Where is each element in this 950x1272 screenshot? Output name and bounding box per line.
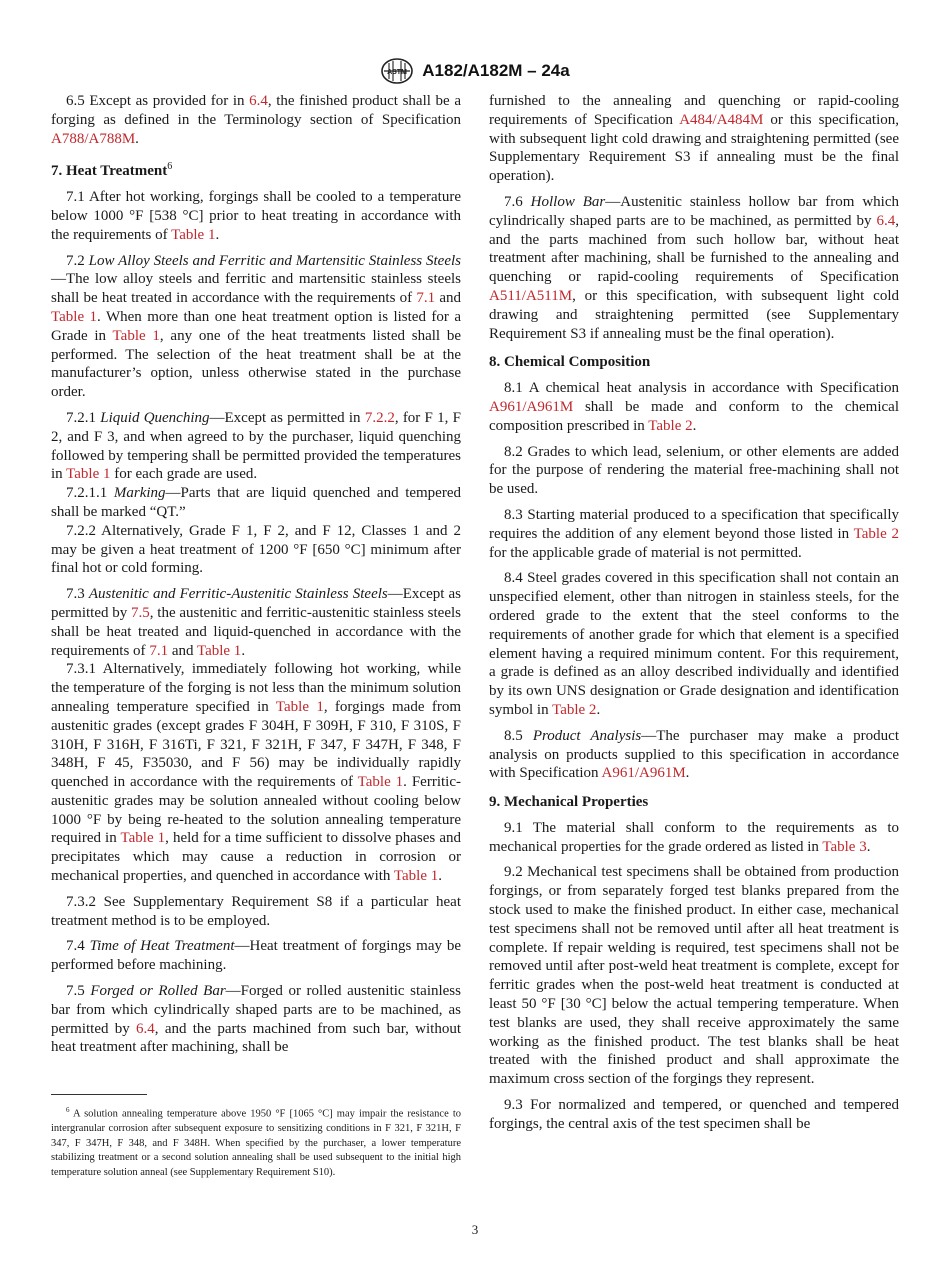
section-9-1: 9.1 The material shall conform to the requirements as to mechanical properties for the grade ordered as listed in Table 3. bbox=[489, 819, 899, 855]
section-8-1: 8.1 A chemical heat analysis in accordance with Specification A961/A961M shall be made and conform to the chemical composition prescribed in Table 2. bbox=[489, 380, 899, 434]
xref-link[interactable]: 6.4 bbox=[876, 212, 896, 229]
xref-link[interactable]: 6.4 bbox=[249, 93, 268, 109]
section-7-4: 7.4 Time of Heat Treatment—Heat treatment of forgings may be performed before machining. bbox=[51, 938, 462, 974]
section-6-5: 6.5 Except as provided for in 6.4, the finished product shall be a forging as defined in the Terminology section of Specification A788/A788M. bbox=[51, 93, 461, 147]
xref-link[interactable]: A961/A961M bbox=[489, 398, 574, 415]
section-8-5: 8.5 Product Analysis—The purchaser may make a product analysis on products supplied to this specification in accordance with Specification A961/A961M. bbox=[489, 727, 899, 782]
heading-heat-treatment: 7. Heat Treatment$^6$ bbox=[51, 161, 173, 180]
xref-link[interactable]: Table 1 bbox=[51, 308, 98, 325]
xref-link[interactable]: Table 1 bbox=[393, 868, 439, 885]
xref-link[interactable]: 7.1 bbox=[416, 290, 436, 307]
section-9-2: 9.2 Mechanical test specimens shall be obtained from production forgings, or from separately forged test blanks prepared from the stock used to make the finished product. In either case, mechanical test specimens shall not be removed until after all heat treatment is complete. If repair welding is required, test specimens shall not be removed until after post-weld heat treatment is complete, except for ferritic grades when the post-weld heat treatment is conducted at least 50 °F [30 °C] below the actual tempering temperature. When test blanks are used, they shall receive approximately the same working as the finished product. The test blanks shall be heat treated with the finished product and shall approximate the maximum cross section of the forgings they represent. bbox=[489, 864, 899, 1088]
xref-link[interactable]: 7.1 bbox=[149, 642, 169, 659]
section-7-3: 7.3 Austenitic and Ferritic-Austenitic Stainless Steels—Except as permitted by 7.5, the austenitic and ferritic-austenitic stainless steels shall be heat treated and liquid-quenched in accordance with the requirements of 7.1 and Table 1. bbox=[51, 586, 461, 659]
footnote-divider bbox=[51, 1094, 147, 1095]
section-7-2: 7.2 Low Alloy Steels and Ferritic and Martensitic Stainless Steels—The low alloy steels and ferritic and martensitic stainless steels shall be heat treated in accordance with the requirements of 7.1 and Table 1. When more than one heat treatment option is listed for a Grade in Table 1, any one of the heat treatments listed shall be performed. The selection of the heat treatment shall be at the manufacturer’s option, unless otherwise stated in the purchase order. bbox=[51, 252, 462, 401]
right-column bbox=[489, 92, 899, 1141]
heading-chemical-composition: 8. Chemical Composition bbox=[489, 354, 651, 371]
svg-text:ASTM: ASTM bbox=[387, 69, 408, 76]
section-7-5: 7.5 Forged or Rolled Bar—Forged or rolled austenitic stainless bar from which cylindrically shaped parts are to be machined, as permitted by 6.4, and the parts machined from such bar, without heat treatment after machining, shall be bbox=[51, 983, 461, 1056]
xref-link[interactable]: Table 1 bbox=[120, 830, 166, 847]
xref-link[interactable]: 7.5 bbox=[131, 604, 150, 621]
heading-mechanical-properties: 9. Mechanical Properties bbox=[489, 794, 649, 811]
left-column bbox=[51, 92, 461, 1064]
page-header bbox=[0, 56, 950, 86]
xref-link[interactable]: 7.2.2 bbox=[364, 409, 395, 426]
xref-link[interactable]: Table 1 bbox=[357, 774, 404, 791]
section-7-3-2: 7.3.2 See Supplementary Requirement S8 if a particular heat treatment method is to be employed. bbox=[51, 893, 461, 929]
xref-link[interactable]: Table 1 bbox=[112, 327, 160, 344]
xref-link[interactable]: Table 1 bbox=[171, 226, 216, 243]
section-8-4: 8.4 Steel grades covered in this specification shall not contain an unspecified element, other than nitrogen in stainless steels, for the ordered grade to the extent that the steel conforms to the requirements of another grade for which that element is a specified element having a required minimum content. For this requirement, a grade is defined as an alloy described individually and identified by its own UNS designation or Grade designation and identification symbol in Table 2. bbox=[489, 570, 899, 718]
standard-designation: A182/A182M – 24a bbox=[422, 61, 570, 80]
xref-link[interactable]: 6.4 bbox=[136, 1020, 155, 1037]
page-number: 3 bbox=[471, 1222, 479, 1237]
xref-link[interactable]: A511/A511M bbox=[489, 287, 573, 304]
footnote-6: $^6$ A solution annealing temperature above 1950 °F [1065 °C] may impair the resistance to intergranular corrosion after subsequent exposure to sensitizing conditions in F 321, F 321H, F 347, F 347H, F 348, and F 348H. When specified by the purchaser, a lower temperature stabilizing treatment or a second solution annealing shall be used subsequent to the initial high temperature solution anneal (see Supplementary Requirement S10). bbox=[51, 1106, 461, 1178]
xref-link[interactable]: Table 1 bbox=[66, 466, 111, 483]
section-7-6: 7.6 Hollow Bar—Austenitic stainless hollow bar from which cylindrically shaped parts are to be machined, as permitted by 6.4, and the parts machined from such hollow bar, without heat treatment after machining, shall be furnished to the annealing and quenching or rapid-cooling requirements of Specification A511/A511M, or this specification, with subsequent light cold drawing and straightening permitted (see Supplementary Requirement S3 if annealing must be the final operation). bbox=[489, 193, 899, 342]
section-9-3: 9.3 For normalized and tempered, or quenched and tempered forgings, the central axis of the test specimen shall be bbox=[489, 1097, 899, 1132]
xref-link[interactable]: Table 3 bbox=[822, 838, 867, 855]
section-8-2: 8.2 Grades to which lead, selenium, or other elements are added for the purpose of rendering the material free-machining shall not be used. bbox=[489, 443, 899, 498]
section-8-3: 8.3 Starting material produced to a specification that specifically requires the addition of any element beyond those listed in Table 2 for the applicable grade of material is not permitted. bbox=[489, 506, 899, 561]
section-7-1: 7.1 After hot working, forgings shall be cooled to a temperature below 1000 °F [538 °C] prior to heat treating in accordance with the requirements of Table 1. bbox=[51, 189, 461, 243]
xref-link[interactable]: Table 1 bbox=[275, 698, 324, 715]
xref-link[interactable]: A484/A484M bbox=[679, 111, 764, 128]
section-7-2-1-1: 7.2.1.1 Marking—Parts that are liquid quenched and tempered shall be marked “QT.” bbox=[51, 485, 461, 520]
section-7-2-1: 7.2.1 Liquid Quenching—Except as permitted in 7.2.2, for F 1, F 2, and F 3, and when agreed to by the purchaser, liquid quenching followed by tempering shall be permitted provided the temperatures in Table 1 for each grade are used. bbox=[51, 409, 461, 483]
xref-link[interactable]: Table 2 bbox=[853, 525, 899, 542]
section-7-5-continued: furnished to the annealing and quenching or rapid-cooling requirements of Specification A484/A484M or this specification, with subsequent light cold drawing and straightening permitted (see Supplementary Requirement S3 if annealing must be the final operation). bbox=[489, 93, 899, 185]
section-7-3-1: 7.3.1 Alternatively, immediately following hot working, while the temperature of the forging is not less than the minimum solution annealing temperature specified in Table 1, forgings made from austenitic grades (except grades F 304H, F 309H, F 310, F 310S, F 310H, F 316H, F 316Ti, F 321, F 321H, F 347, F 347H, F 348, F 348H, F 45, F35030, and F 56) may be individually rapidly quenched in accordance with the requirements of Table 1. Ferritic-austenitic grades may be solution annealed without cooling below 1000 °F by being re-heated to the solution annealing temperature required in Table 1, held for a time sufficient to dissolve phases and precipitates which may cause a reduction in corrosion or mechanical properties, and quenched in accordance with Table 1. bbox=[51, 661, 461, 885]
xref-link[interactable]: A961/A961M bbox=[601, 765, 686, 782]
astm-logo-icon bbox=[380, 57, 414, 85]
xref-link[interactable]: Table 2 bbox=[648, 417, 693, 434]
xref-link[interactable]: Table 1 bbox=[196, 642, 242, 659]
xref-link[interactable]: A788/A788M bbox=[51, 130, 136, 147]
section-7-2-2: 7.2.2 Alternatively, Grade F 1, F 2, and F 12, Classes 1 and 2 may be given a heat treatment of 1200 °F [650 °C] minimum after final hot or cold forming. bbox=[51, 522, 461, 577]
xref-link[interactable]: Table 2 bbox=[552, 701, 597, 718]
